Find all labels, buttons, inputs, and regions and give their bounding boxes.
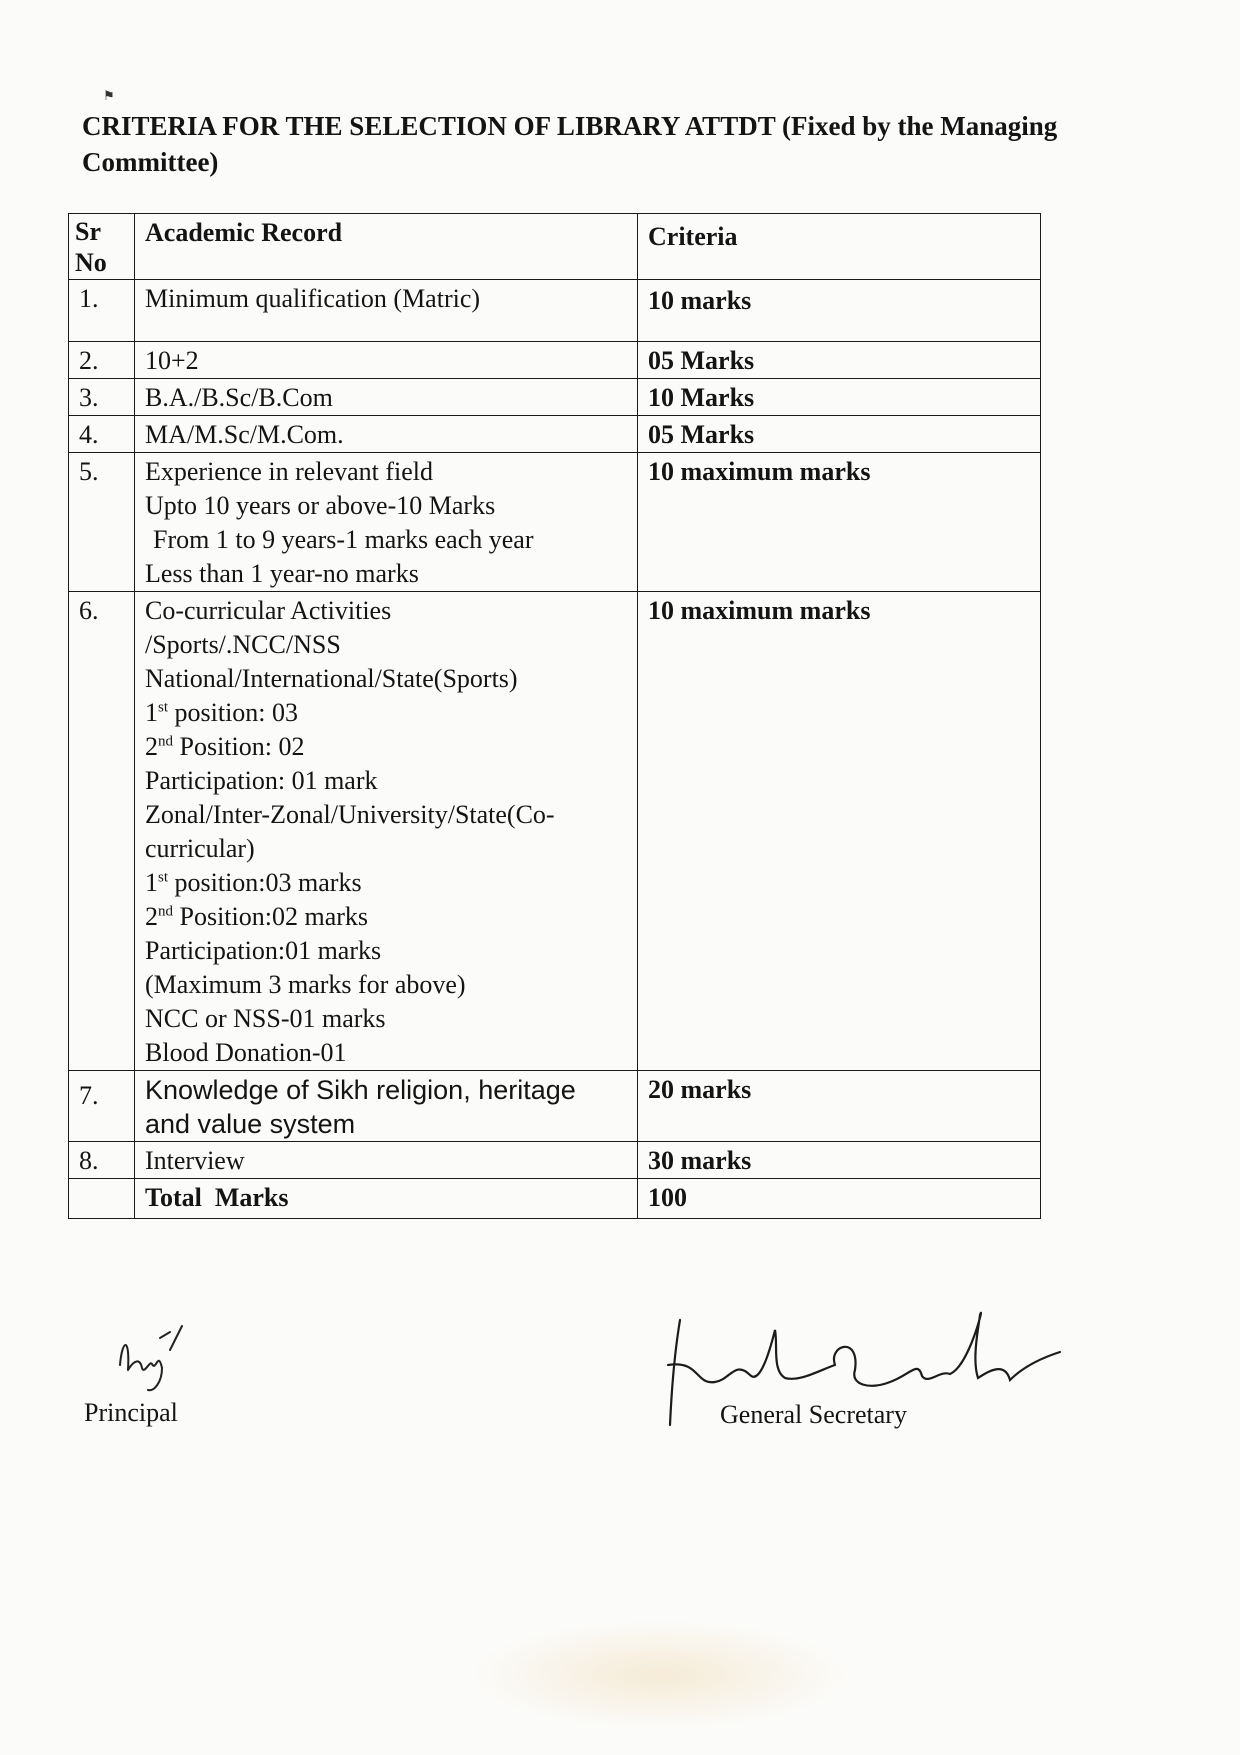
table-row xyxy=(69,342,1041,379)
record-line: Zonal/Inter-Zonal/University/State(Co- xyxy=(145,800,555,829)
row-sr: 8. xyxy=(69,1142,135,1179)
row-criteria: 05 Marks xyxy=(638,416,1041,453)
row-record: Minimum qualification (Matric) xyxy=(135,280,638,342)
row-record xyxy=(135,1071,638,1142)
general-secretary-label: General Secretary xyxy=(720,1400,907,1429)
record-line: curricular) xyxy=(145,834,255,863)
criteria-table xyxy=(68,213,1041,1219)
record-line: National/International/State(Sports) xyxy=(145,664,518,693)
row-criteria: 30 marks xyxy=(638,1142,1041,1179)
row-record xyxy=(135,453,638,592)
record-line: and value system xyxy=(145,1109,356,1139)
record-line: /Sports/.NCC/NSS xyxy=(145,630,341,659)
row-record: B.A./B.Sc/B.Com xyxy=(135,379,638,416)
record-line: 2nd Position: 02 xyxy=(145,732,305,761)
row-criteria: 100 xyxy=(638,1179,1041,1219)
record-line: Less than 1 year-no marks xyxy=(145,559,419,588)
record-line: Knowledge of Sikh religion, heritage xyxy=(145,1075,576,1105)
row-criteria: 10 Marks xyxy=(638,379,1041,416)
table-row xyxy=(69,592,1041,1071)
record-line: NCC or NSS-01 marks xyxy=(145,1004,386,1033)
header-academic-record: Academic Record xyxy=(135,214,638,280)
table-row xyxy=(69,453,1041,592)
page-title: CRITERIA FOR THE SELECTION OF LIBRARY ATTDT (Fixed by the Managing Committee) xyxy=(82,111,1058,177)
row-sr: 1. xyxy=(69,280,135,342)
record-line: (Maximum 3 marks for above) xyxy=(145,970,466,999)
principal-signature-icon xyxy=(100,1320,220,1400)
row-sr: 2. xyxy=(69,342,135,379)
row-criteria: 20 marks xyxy=(638,1071,1041,1142)
table-row xyxy=(69,379,1041,416)
table-row xyxy=(69,280,1041,342)
pen-mark-icon: ⚑ xyxy=(103,88,115,103)
row-record xyxy=(135,592,638,1071)
header-sr-no: Sr No xyxy=(69,214,135,280)
paper-stain xyxy=(470,1620,850,1730)
table-header-row xyxy=(69,214,1041,280)
record-line: Co-curricular Activities xyxy=(145,596,392,625)
principal-signature-block xyxy=(80,1320,240,1440)
row-criteria: 10 marks xyxy=(638,280,1041,342)
table-row-total xyxy=(69,1179,1041,1219)
table-row xyxy=(69,416,1041,453)
record-line: From 1 to 9 years-1 marks each year xyxy=(153,525,534,554)
table-row xyxy=(69,1142,1041,1179)
row-criteria: 05 Marks xyxy=(638,342,1041,379)
row-sr xyxy=(69,1179,135,1219)
row-criteria: 10 maximum marks xyxy=(638,453,1041,592)
principal-label: Principal xyxy=(84,1398,178,1427)
record-line: Upto 10 years or above-10 Marks xyxy=(145,491,496,520)
row-sr: 7. xyxy=(69,1071,135,1142)
record-line: Participation:01 marks xyxy=(145,936,382,965)
row-record: Interview xyxy=(135,1142,638,1179)
row-criteria: 10 maximum marks xyxy=(638,592,1041,1071)
row-sr: 4. xyxy=(69,416,135,453)
row-sr: 5. xyxy=(69,453,135,592)
record-line: 1st position:03 marks xyxy=(145,868,362,897)
row-sr: 6. xyxy=(69,592,135,1071)
row-record: 10+2 xyxy=(135,342,638,379)
record-line: Experience in relevant field xyxy=(145,457,434,486)
table-row xyxy=(69,1071,1041,1142)
row-record: MA/M.Sc/M.Com. xyxy=(135,416,638,453)
header-criteria: Criteria xyxy=(638,214,1041,280)
record-line: 1st position: 03 xyxy=(145,698,299,727)
record-line: Blood Donation-01 xyxy=(145,1038,347,1067)
row-record: Total Marks xyxy=(135,1179,638,1219)
record-line: Participation: 01 mark xyxy=(145,766,378,795)
row-sr: 3. xyxy=(69,379,135,416)
record-line: 2nd Position:02 marks xyxy=(145,902,369,931)
general-secretary-signature-block xyxy=(660,1290,1080,1450)
